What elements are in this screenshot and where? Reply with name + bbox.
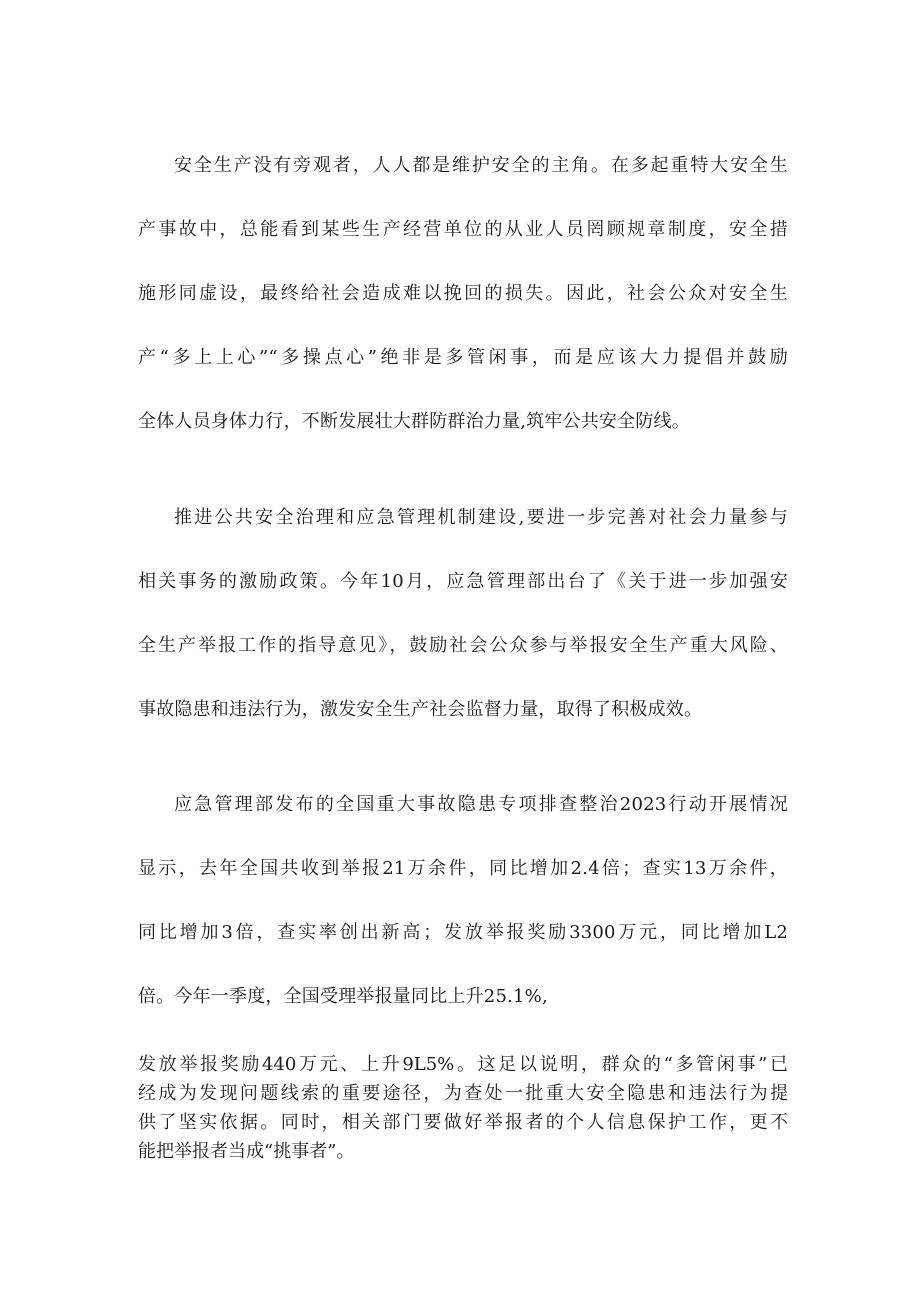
paragraph-1-line-5: 全体人员身体力行，不断发展壮大群防群治力量,筑牢公共安全防线。	[138, 411, 690, 432]
paragraph-4-line-4: 能把举报者当成“挑事者”。	[138, 1141, 355, 1162]
paragraph-3-line-2: 显示，去年全国共收到举报21万余件，同比增加2.4倍；查实13万余件，	[138, 858, 788, 879]
paragraph-4	[138, 1050, 788, 1166]
paragraph-2-line-3: 全生产举报工作的指导意见》，鼓励社会公众参与举报安全生产重大风险、	[138, 635, 788, 656]
paragraph-4-line-3: 供了坚实依据。同时，相关部门要做好举报者的个人信息保护工作，更不	[138, 1112, 788, 1133]
paragraph-3-line-3: 同比增加3倍，查实率创出新高；发放举报奖励3300万元，同比增加L2	[138, 922, 788, 943]
paragraph-1-line-1: 安全生产没有旁观者，人人都是维护安全的主角。在多起重特大安全生	[174, 155, 788, 176]
paragraph-2-line-4: 事故隐患和违法行为，激发安全生产社会监督力量，取得了积极成效。	[138, 699, 703, 720]
paragraph-1-line-2: 产事故中，总能看到某些生产经营单位的从业人员罔顾规章制度，安全措	[138, 219, 788, 240]
paragraph-3-line-1: 应急管理部发布的全国重大事故隐患专项排查整治2023行动开展情况	[174, 794, 788, 815]
paragraph-1-line-3: 施形同虚设，最终给社会造成难以挽回的损失。因此，社会公众对安全生	[138, 283, 788, 304]
paragraph-3-line-4: 倍。今年一季度，全国受理举报量同比上升25.1%,	[138, 986, 548, 1007]
paragraph-1-line-4: 产“多上上心”“多操点心”绝非是多管闲事，而是应该大力提倡并鼓励	[138, 347, 788, 368]
paragraph-2-line-2: 相关事务的激励政策。今年10月，应急管理部出台了《关于进一步加强安	[138, 571, 788, 592]
paragraph-2-line-1: 推进公共安全治理和应急管理机制建设,要进一步完善对社会力量参与	[174, 507, 788, 528]
paragraph-4-line-1: 发放举报奖励440万元、上升9L5%。这足以说明，群众的“多管闲事”已	[138, 1054, 788, 1075]
paragraph-4-line-2: 经成为发现问题线索的重要途径，为查处一批重大安全隐患和违法行为提	[138, 1083, 788, 1104]
